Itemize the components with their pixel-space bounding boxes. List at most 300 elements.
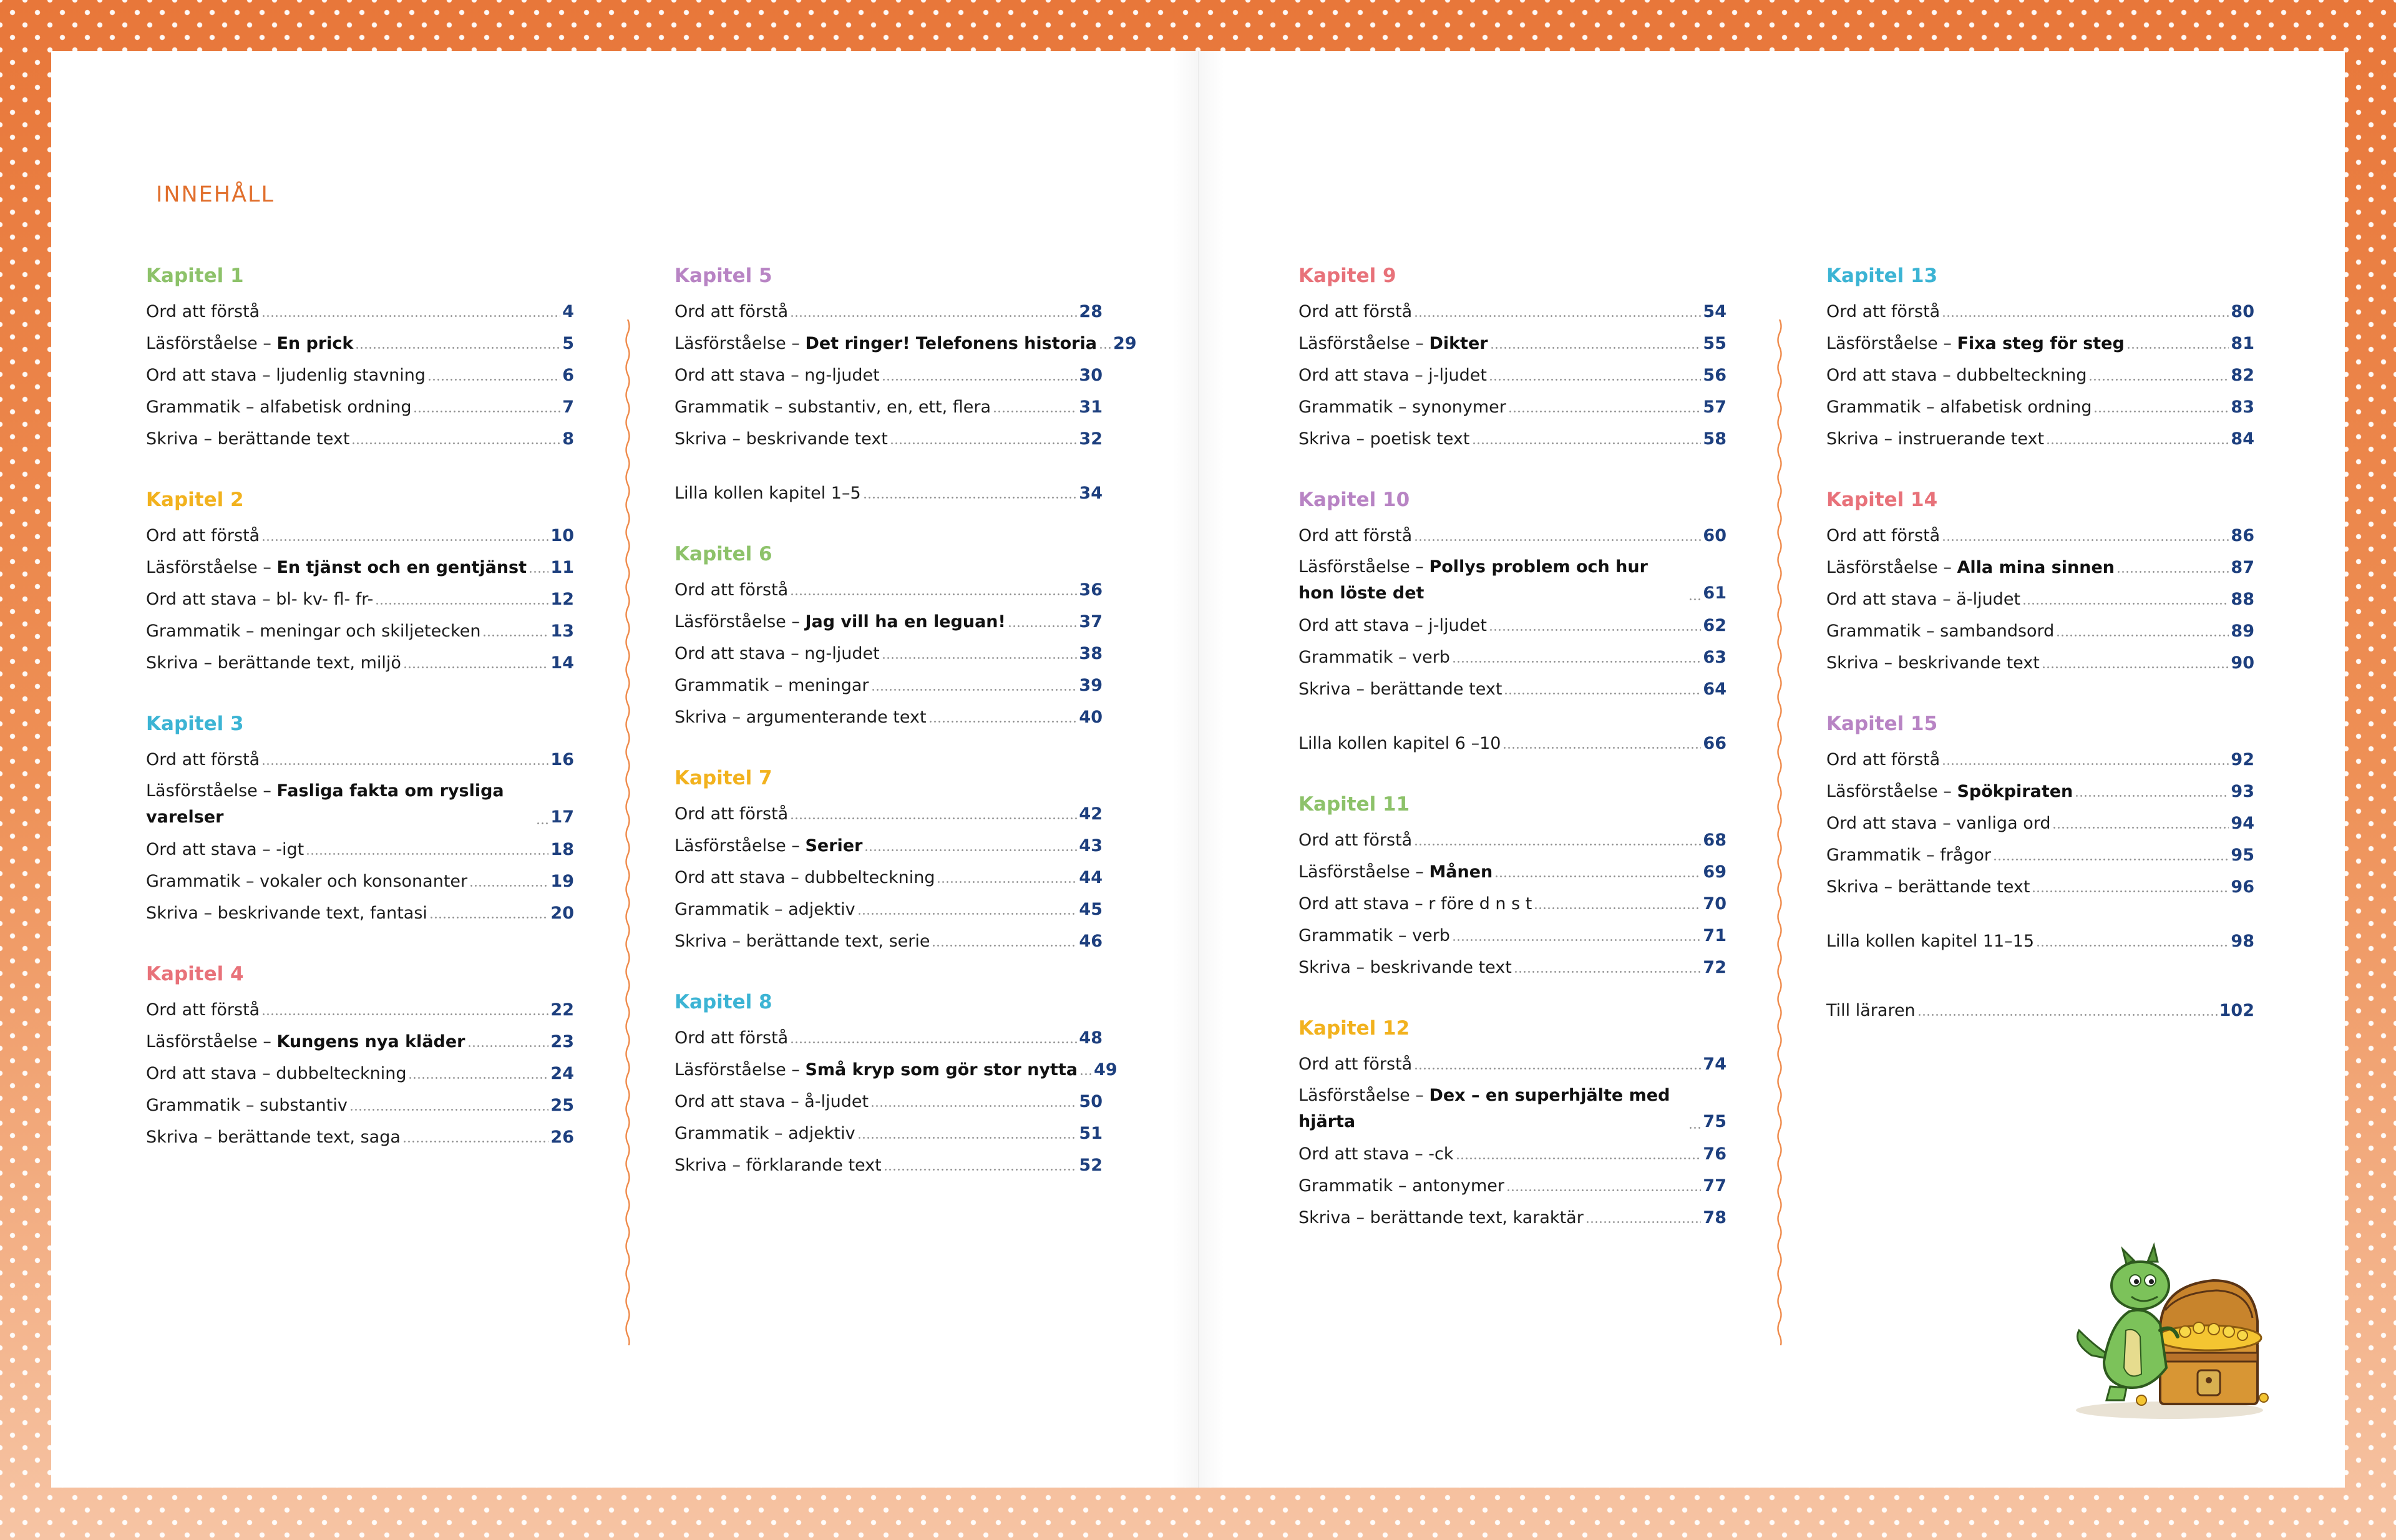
page-number: 69 xyxy=(1703,862,1726,882)
toc-entry[interactable] xyxy=(674,670,1103,701)
dot-leader xyxy=(1585,1221,1702,1223)
entry-text: Grammatik – sambandsord xyxy=(1826,621,2055,641)
toc-entry[interactable] xyxy=(674,925,1103,957)
toc-entry[interactable] xyxy=(146,328,574,359)
dot-leader xyxy=(2042,666,2229,668)
toc-entry[interactable] xyxy=(146,778,574,831)
dot-leader xyxy=(2032,890,2229,892)
entry-text: Ord att förstå xyxy=(146,302,260,321)
entry-label xyxy=(146,744,260,776)
entry-text: Grammatik – meningar och skiljetecken xyxy=(146,621,481,641)
dot-leader xyxy=(355,347,560,349)
dot-leader xyxy=(993,411,1077,412)
entry-title-bold: Det ringer! Telefonens historia xyxy=(805,334,1097,353)
entry-text: Grammatik – verb xyxy=(1298,648,1450,667)
entry-title-bold: Små kryp som gör stor nytta xyxy=(805,1060,1078,1079)
entry-label xyxy=(674,638,880,670)
dot-leader xyxy=(863,497,1078,499)
entry-text: Ord att förstå xyxy=(1298,831,1413,850)
entry-text: Läsförståelse – xyxy=(1826,334,1957,353)
toc-entry[interactable] xyxy=(1826,647,2254,679)
dot-leader xyxy=(1508,411,1702,412)
page-number: 71 xyxy=(1703,926,1726,945)
toc-entry[interactable] xyxy=(146,423,574,455)
entry-label xyxy=(674,606,1006,638)
entry-label xyxy=(1826,552,2115,583)
chapter-block xyxy=(1826,711,2254,957)
page-number: 40 xyxy=(1079,708,1103,727)
entry-text: Skriva – instruerande text xyxy=(1826,429,2045,449)
entry-text: Ord att förstå xyxy=(674,1028,789,1048)
dot-leader xyxy=(408,1077,548,1079)
entry-text: Grammatik – adjektiv xyxy=(674,900,855,919)
page-number: 102 xyxy=(2219,1001,2254,1020)
entry-text: Skriva – beskrivande text xyxy=(1826,653,2040,673)
toc-entry[interactable] xyxy=(674,830,1103,862)
page-number: 54 xyxy=(1703,302,1726,321)
entry-label xyxy=(146,552,527,583)
dot-leader xyxy=(482,635,548,636)
dot-leader xyxy=(870,1105,1077,1107)
page-number: 20 xyxy=(550,904,574,923)
entry-title-bold: En prick xyxy=(276,334,354,353)
spacer xyxy=(1826,903,2254,925)
entry-text: Läsförståelse – xyxy=(1826,558,1957,577)
toc-entry[interactable] xyxy=(146,391,574,423)
dot-leader xyxy=(2126,347,2229,349)
chapter-title: Kapitel 3 xyxy=(146,713,244,735)
chapter-title: Kapitel 12 xyxy=(1298,1017,1410,1040)
toc-entry[interactable] xyxy=(674,359,1103,391)
toc-entry[interactable] xyxy=(1298,1202,1726,1234)
toc-entry[interactable] xyxy=(674,1022,1103,1054)
dot-leader xyxy=(1534,907,1701,909)
toc-entry[interactable] xyxy=(1826,776,2254,807)
toc-entry[interactable] xyxy=(1826,296,2254,328)
dot-leader xyxy=(1456,1157,1702,1159)
entry-label xyxy=(674,1086,869,1118)
page-number: 6 xyxy=(562,366,574,385)
dot-leader xyxy=(2022,603,2229,605)
dot-leader xyxy=(1942,315,2229,317)
entry-text: Ord att förstå xyxy=(674,302,789,321)
toc-entry[interactable] xyxy=(674,574,1103,606)
dot-leader xyxy=(790,593,1077,595)
toc-entry[interactable] xyxy=(1826,359,2254,391)
toc-entry[interactable] xyxy=(1298,328,1726,359)
dot-leader xyxy=(375,603,548,605)
entry-text: Skriva – berättande text, serie xyxy=(674,932,930,951)
entry-label xyxy=(146,1121,401,1153)
entry-title-bold: Dex – en superhjälte med hjärta xyxy=(1298,1086,1670,1131)
entry-text: Skriva – berättande text, saga xyxy=(146,1128,401,1147)
dot-leader xyxy=(1942,539,2229,541)
dot-leader xyxy=(1917,1014,2218,1016)
dot-leader xyxy=(2056,635,2229,636)
entry-text: Skriva – beskrivande text xyxy=(1298,958,1512,977)
spacer xyxy=(674,455,1103,477)
toc-entry[interactable] xyxy=(146,834,574,865)
toc-entry[interactable] xyxy=(146,744,574,776)
entry-text: Skriva – berättande text xyxy=(1826,877,2030,897)
toc-entry[interactable] xyxy=(1298,610,1726,641)
dot-leader xyxy=(2088,379,2229,381)
chapter-title: Kapitel 13 xyxy=(1826,265,1938,287)
entry-label xyxy=(674,701,927,733)
page-number: 29 xyxy=(1113,334,1137,353)
toc-entry[interactable] xyxy=(146,359,574,391)
entry-text: Ord att förstå xyxy=(1826,526,1941,545)
dot-leader xyxy=(427,379,560,381)
page-number: 58 xyxy=(1703,429,1726,449)
toc-entry[interactable] xyxy=(1298,1083,1726,1135)
entry-label xyxy=(1298,1170,1504,1202)
entry-title-bold: Kungens nya kläder xyxy=(276,1032,465,1051)
dot-leader xyxy=(2093,411,2229,412)
toc-entry[interactable] xyxy=(674,1118,1103,1149)
dot-leader xyxy=(790,315,1077,317)
dot-leader xyxy=(467,1045,549,1047)
toc-entry[interactable] xyxy=(1298,1138,1726,1170)
entry-text: Ord att förstå xyxy=(1826,302,1941,321)
entry-text: Grammatik – substantiv xyxy=(146,1096,348,1115)
page-number: 92 xyxy=(2231,750,2254,769)
page-number: 23 xyxy=(550,1032,574,1051)
toc-entry[interactable] xyxy=(674,391,1103,423)
toc-column-2 xyxy=(674,263,1137,1214)
page-number: 61 xyxy=(1703,583,1726,603)
entry-label xyxy=(1298,673,1502,705)
toc-entry[interactable] xyxy=(674,423,1103,455)
page-number: 50 xyxy=(1079,1092,1103,1111)
entry-label xyxy=(1826,520,1940,552)
entry-text: Ord att förstå xyxy=(1298,526,1413,545)
dot-leader xyxy=(882,379,1078,381)
page-number: 51 xyxy=(1079,1124,1103,1143)
entry-label xyxy=(1826,423,2044,455)
entry-text: Ord att förstå xyxy=(146,750,260,769)
entry-text: Grammatik – vokaler och konsonanter xyxy=(146,872,468,891)
page-number: 90 xyxy=(2231,653,2254,673)
dot-leader xyxy=(2052,827,2229,829)
dot-leader xyxy=(261,1013,548,1015)
toc-entry[interactable] xyxy=(1826,328,2254,359)
toc-entry[interactable] xyxy=(674,701,1103,733)
entry-text: Ord att stava – å-ljudet xyxy=(674,1092,869,1111)
page-number: 16 xyxy=(550,750,574,769)
chapter-block xyxy=(146,962,574,1153)
toc-entry[interactable] xyxy=(674,862,1103,894)
page-number: 63 xyxy=(1703,648,1726,667)
toc-entry[interactable] xyxy=(1298,391,1726,423)
entry-label xyxy=(146,391,411,423)
page-number: 48 xyxy=(1079,1028,1103,1048)
toc-entry[interactable] xyxy=(1298,1048,1726,1080)
toc-entry[interactable] xyxy=(674,477,1103,509)
toc-entry[interactable] xyxy=(146,520,574,552)
toc-entry[interactable] xyxy=(1826,744,2254,776)
toc-entry[interactable] xyxy=(1298,856,1726,888)
toc-entry[interactable] xyxy=(1298,554,1726,607)
chapter-block xyxy=(146,487,574,679)
chapter-block xyxy=(146,263,574,455)
entry-text: Skriva – poetisk text xyxy=(1298,429,1470,449)
dot-leader xyxy=(429,917,549,919)
dot-leader xyxy=(1688,1127,1701,1129)
entry-text: Läsförståelse – xyxy=(146,781,277,801)
toc-entry[interactable] xyxy=(1298,952,1726,983)
page-number: 70 xyxy=(1703,894,1726,914)
dot-leader xyxy=(1494,875,1701,877)
toc-entry[interactable] xyxy=(674,606,1103,638)
toc-entry[interactable] xyxy=(1298,1170,1726,1202)
dot-leader xyxy=(928,721,1078,723)
entry-label xyxy=(1298,641,1450,673)
chapter-block xyxy=(1826,263,2254,455)
entry-text: Skriva – beskrivande text xyxy=(674,429,888,449)
page-number: 57 xyxy=(1703,397,1726,417)
entry-label xyxy=(146,897,427,929)
entry-text: Läsförståelse – xyxy=(146,1032,277,1051)
entry-label xyxy=(1826,807,2050,839)
chapter-block xyxy=(1826,487,2254,679)
toc-entry[interactable] xyxy=(1298,824,1726,856)
entry-label xyxy=(674,670,869,701)
page-number: 12 xyxy=(550,590,574,609)
toc-entry[interactable] xyxy=(146,647,574,679)
toc-entry[interactable] xyxy=(146,994,574,1026)
toc-entry[interactable] xyxy=(146,296,574,328)
toc-column-4 xyxy=(1826,263,2254,1026)
dot-leader xyxy=(1008,625,1078,627)
entry-text: Läsförståelse – xyxy=(674,1060,806,1079)
entry-text: Ord att stava – dubbelteckning xyxy=(146,1064,407,1083)
dot-leader xyxy=(1079,1073,1092,1075)
dot-leader xyxy=(536,822,548,824)
dot-leader xyxy=(2036,945,2229,947)
toc-entry[interactable] xyxy=(146,1089,574,1121)
page-number: 96 xyxy=(2231,877,2254,897)
toc-entry[interactable] xyxy=(674,798,1103,830)
toc-entry[interactable] xyxy=(1826,520,2254,552)
dot-leader xyxy=(937,881,1077,883)
entry-text: Läsförståelse – xyxy=(1298,862,1429,882)
toc-entry[interactable] xyxy=(1826,583,2254,615)
entry-label xyxy=(674,296,788,328)
dot-leader xyxy=(1490,347,1702,349)
entry-title-bold: Serier xyxy=(805,836,863,855)
toc-entry[interactable] xyxy=(146,1026,574,1058)
page-number: 8 xyxy=(562,429,574,449)
entry-label xyxy=(146,1089,348,1121)
entry-text: Skriva – berättande text xyxy=(146,429,350,449)
entry-text: Grammatik – alfabetisk ordning xyxy=(1826,397,2092,417)
entry-label xyxy=(146,865,467,897)
toc-column-3 xyxy=(1298,263,1726,1266)
toc-entry[interactable] xyxy=(1298,920,1726,952)
dot-leader xyxy=(1414,844,1701,846)
entry-title-bold: Alla mina sinnen xyxy=(1957,558,2115,577)
entry-label xyxy=(1298,952,1512,983)
toc-entry[interactable] xyxy=(146,897,574,929)
toc-entry[interactable] xyxy=(146,865,574,897)
toc-entry[interactable] xyxy=(674,328,1137,359)
toc-entry[interactable] xyxy=(1826,925,2254,957)
dot-leader xyxy=(261,315,560,317)
entry-label xyxy=(674,798,788,830)
toc-entry[interactable] xyxy=(1298,673,1726,705)
toc-entry[interactable] xyxy=(674,638,1103,670)
entry-label xyxy=(1298,391,1506,423)
entry-text: Skriva – beskrivande text, fantasi xyxy=(146,904,427,923)
dot-leader xyxy=(1993,859,2229,860)
chapter-title: Kapitel 8 xyxy=(674,991,772,1013)
entry-text: Ord att stava – ä-ljudet xyxy=(1826,590,2021,609)
page-number: 64 xyxy=(1703,680,1726,699)
entry-label xyxy=(146,778,534,831)
chapter-title: Kapitel 4 xyxy=(146,963,244,985)
page-number: 19 xyxy=(550,872,574,891)
page-number: 80 xyxy=(2231,302,2254,321)
entry-label xyxy=(1298,888,1532,920)
page-number: 56 xyxy=(1703,366,1726,385)
entry-label xyxy=(146,994,260,1026)
toc-entry[interactable] xyxy=(674,296,1103,328)
entry-text: Ord att stava – r före d n s t xyxy=(1298,894,1532,914)
entry-label xyxy=(1826,583,2020,615)
entry-text: Ord att förstå xyxy=(146,1000,260,1020)
chapter-title: Kapitel 1 xyxy=(146,265,244,287)
page-number: 38 xyxy=(1079,644,1103,663)
dot-leader xyxy=(1452,661,1701,663)
page-number: 89 xyxy=(2231,621,2254,641)
entry-text: Ord att stava – ng-ljudet xyxy=(674,366,880,385)
entry-label xyxy=(674,1054,1078,1086)
dot-leader xyxy=(261,763,548,765)
entry-label xyxy=(1298,423,1470,455)
toc-entry[interactable] xyxy=(146,1121,574,1153)
entry-title-bold: Månen xyxy=(1429,862,1493,882)
dot-leader xyxy=(1502,747,1701,749)
entry-label xyxy=(1826,871,2030,903)
page-number: 31 xyxy=(1079,397,1103,417)
chapter-title: Kapitel 5 xyxy=(674,265,772,287)
page-number: 83 xyxy=(2231,397,2254,417)
toc-entry[interactable] xyxy=(146,1058,574,1089)
toc-entry[interactable] xyxy=(1298,423,1726,455)
dragon-with-treasure-chest-illustration xyxy=(2067,1237,2272,1424)
toc-entry[interactable] xyxy=(146,583,574,615)
entry-text: Läsförståelse – xyxy=(1298,1086,1429,1105)
chapter-block xyxy=(674,990,1118,1181)
toc-entry[interactable] xyxy=(1298,296,1726,328)
entry-label xyxy=(146,423,349,455)
entry-label xyxy=(674,862,935,894)
entry-text: Ord att stava – ng-ljudet xyxy=(674,644,880,663)
entry-label xyxy=(1298,1202,1584,1234)
toc-entry[interactable] xyxy=(1826,871,2254,903)
entry-text: Ord att stava – j-ljudet xyxy=(1298,616,1487,635)
entry-text: Läsförståelse – xyxy=(146,334,277,353)
entry-label xyxy=(1298,920,1450,952)
toc-entry[interactable] xyxy=(1298,888,1726,920)
entry-label xyxy=(674,359,880,391)
entry-label xyxy=(674,391,991,423)
toc-heading: INNEHÅLL xyxy=(156,182,275,207)
chapter-title: Kapitel 7 xyxy=(674,767,772,789)
chapter-title: Kapitel 14 xyxy=(1826,489,1938,511)
toc-entry[interactable] xyxy=(1298,520,1726,552)
page-number: 17 xyxy=(550,807,574,827)
page-number: 22 xyxy=(550,1000,574,1020)
toc-entry[interactable] xyxy=(674,1054,1118,1086)
entry-label xyxy=(674,1118,855,1149)
toc-entry[interactable] xyxy=(1826,615,2254,647)
dot-leader xyxy=(306,853,548,855)
page-number: 13 xyxy=(550,621,574,641)
page-number: 76 xyxy=(1703,1144,1726,1164)
page-number: 82 xyxy=(2231,366,2254,385)
page-number: 88 xyxy=(2231,590,2254,609)
entry-text: Grammatik – adjektiv xyxy=(674,1124,855,1143)
toc-entry[interactable] xyxy=(1826,552,2254,583)
toc-entry[interactable] xyxy=(1826,995,2254,1026)
dot-leader xyxy=(402,1141,549,1143)
book-spread xyxy=(51,51,2345,1488)
entry-text: Skriva – berättande text, miljö xyxy=(146,653,401,673)
toc-entry[interactable] xyxy=(1298,728,1726,759)
toc-entry[interactable] xyxy=(674,894,1103,925)
entry-text: Skriva – berättande text xyxy=(1298,680,1502,699)
entry-text: Grammatik – alfabetisk ordning xyxy=(146,397,412,417)
entry-label xyxy=(146,1026,465,1058)
page-number: 66 xyxy=(1703,734,1726,753)
dot-leader xyxy=(790,1041,1077,1043)
entry-label xyxy=(1298,1138,1454,1170)
chapter-block xyxy=(674,766,1103,957)
toc-entry[interactable] xyxy=(1298,359,1726,391)
toc-entry[interactable] xyxy=(1826,423,2254,455)
entry-title-bold: Spökpiraten xyxy=(1957,782,2073,801)
entry-label xyxy=(1826,776,2073,807)
page-number: 49 xyxy=(1094,1060,1118,1079)
page-number: 77 xyxy=(1703,1176,1726,1196)
entry-text: Ord att förstå xyxy=(146,526,260,545)
toc-entry[interactable] xyxy=(1298,641,1726,673)
toc-entry[interactable] xyxy=(1826,839,2254,871)
toc-entry[interactable] xyxy=(1826,391,2254,423)
entry-label xyxy=(674,574,788,606)
toc-entry[interactable] xyxy=(146,615,574,647)
toc-entry[interactable] xyxy=(674,1086,1103,1118)
entry-text: Läsförståelse – xyxy=(146,558,277,577)
dot-leader xyxy=(932,945,1077,947)
entry-label xyxy=(146,1058,406,1089)
dot-leader xyxy=(1489,629,1701,631)
entry-text: Ord att förstå xyxy=(1298,1055,1413,1074)
toc-entry[interactable] xyxy=(146,552,574,583)
toc-entry[interactable] xyxy=(674,1149,1103,1181)
page-number: 86 xyxy=(2231,526,2254,545)
entry-label xyxy=(1298,296,1412,328)
dot-leader xyxy=(1414,315,1701,317)
dot-leader xyxy=(2046,442,2229,444)
entry-text: Läsförståelse – xyxy=(1298,557,1429,577)
toc-entry[interactable] xyxy=(1826,807,2254,839)
entry-text: Ord att stava – vanliga ord xyxy=(1826,814,2051,833)
entry-text: Grammatik – substantiv, en, ett, flera xyxy=(674,397,991,417)
dot-leader xyxy=(890,442,1078,444)
